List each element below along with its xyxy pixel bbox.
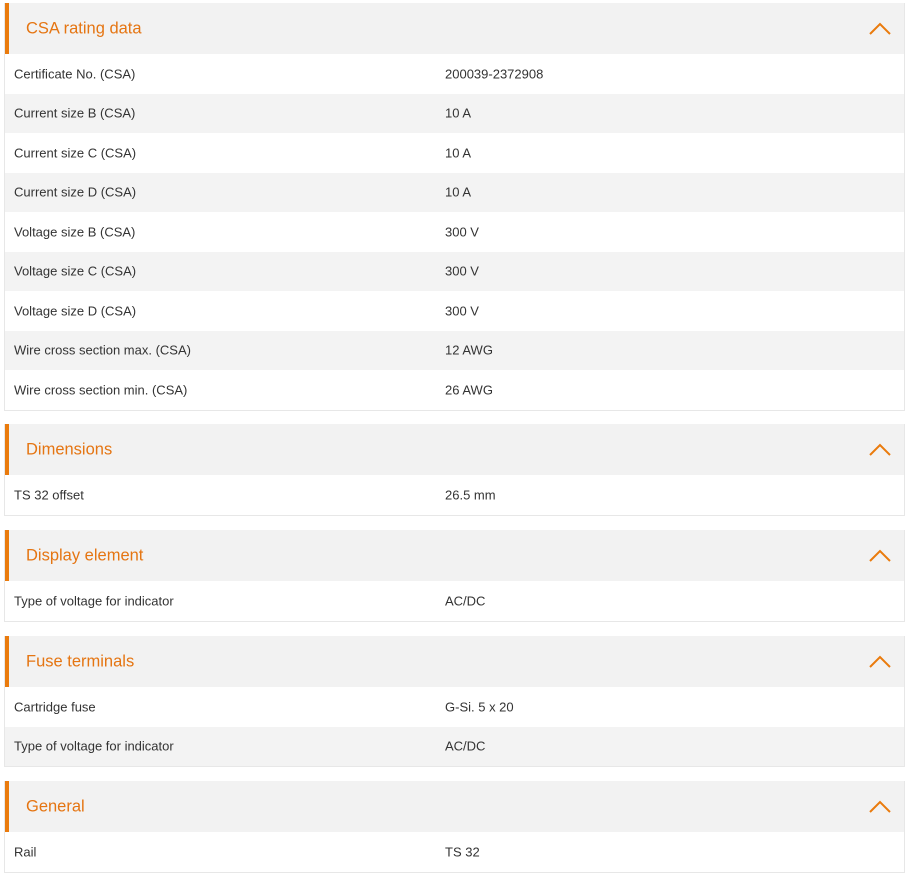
section-fuse-terminals <box>4 636 905 767</box>
table-row <box>5 94 904 134</box>
row-value: 10 A <box>445 184 472 200</box>
row-label: Current size B (CSA) <box>14 105 136 121</box>
row-label: Cartridge fuse <box>14 699 96 715</box>
section-header[interactable] <box>5 424 904 475</box>
row-value: 10 A <box>445 105 472 121</box>
table-row <box>5 212 904 252</box>
row-value: 26 AWG <box>445 382 493 398</box>
row-value: AC/DC <box>445 738 486 754</box>
row-value: AC/DC <box>445 593 486 609</box>
table-row <box>5 370 904 410</box>
section-title: CSA rating data <box>26 19 142 37</box>
section-dimensions <box>4 424 905 516</box>
row-value: G-Si. 5 x 20 <box>445 699 514 715</box>
section-title: Display element <box>26 546 144 564</box>
chevron-up-icon[interactable] <box>868 654 892 670</box>
row-label: Voltage size C (CSA) <box>14 263 137 279</box>
row-label: Current size C (CSA) <box>14 145 137 161</box>
row-value: 200039-2372908 <box>445 66 544 82</box>
row-value: 26.5 mm <box>445 487 496 503</box>
row-label: Voltage size B (CSA) <box>14 224 136 240</box>
row-value: 300 V <box>445 263 479 279</box>
section-csa-rating-data <box>4 3 905 411</box>
row-label: Rail <box>14 844 37 860</box>
table-row <box>5 475 904 515</box>
row-value: 300 V <box>445 303 479 319</box>
section-header[interactable] <box>5 781 904 832</box>
section-header[interactable] <box>5 530 904 581</box>
row-value: 12 AWG <box>445 342 493 358</box>
table-row <box>5 54 904 94</box>
table-row <box>5 331 904 371</box>
section-title: General <box>26 797 85 815</box>
row-value: TS 32 <box>445 844 480 860</box>
table-row <box>5 173 904 213</box>
row-value: 10 A <box>445 145 472 161</box>
row-label: Current size D (CSA) <box>14 184 137 200</box>
table-row <box>5 581 904 621</box>
table-row <box>5 832 904 872</box>
table-row <box>5 727 904 767</box>
chevron-up-icon[interactable] <box>868 21 892 37</box>
section-header[interactable] <box>5 636 904 687</box>
row-label: Voltage size D (CSA) <box>14 303 137 319</box>
section-display-element <box>4 530 905 622</box>
section-general <box>4 781 905 873</box>
table-row <box>5 133 904 173</box>
row-label: Type of voltage for indicator <box>14 738 174 754</box>
row-label: TS 32 offset <box>14 487 84 503</box>
section-title: Dimensions <box>26 440 113 458</box>
table-row <box>5 291 904 331</box>
section-header[interactable] <box>5 3 904 54</box>
row-label: Type of voltage for indicator <box>14 593 174 609</box>
section-title: Fuse terminals <box>26 652 135 670</box>
row-value: 300 V <box>445 224 479 240</box>
row-label: Wire cross section min. (CSA) <box>14 382 188 398</box>
chevron-up-icon[interactable] <box>868 799 892 815</box>
chevron-up-icon[interactable] <box>868 442 892 458</box>
table-row <box>5 252 904 292</box>
chevron-up-icon[interactable] <box>868 548 892 564</box>
row-label: Certificate No. (CSA) <box>14 66 136 82</box>
table-row <box>5 687 904 727</box>
row-label: Wire cross section max. (CSA) <box>14 342 191 358</box>
